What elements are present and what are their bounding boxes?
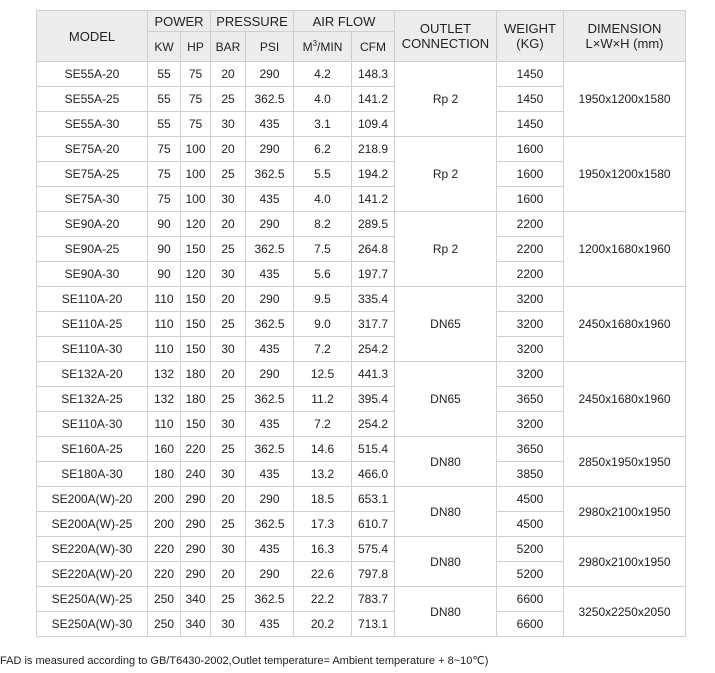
cell-bar: 25 xyxy=(211,437,246,462)
cell-bar: 30 xyxy=(211,262,246,287)
cell-psi: 362.5 xyxy=(246,312,294,337)
cell-psi: 290 xyxy=(246,487,294,512)
cell-bar: 20 xyxy=(211,287,246,312)
cell-bar: 20 xyxy=(211,212,246,237)
cell-outlet: DN80 xyxy=(395,437,497,487)
cell-hp: 75 xyxy=(181,62,211,87)
cell-psi: 290 xyxy=(246,287,294,312)
cell-bar: 25 xyxy=(211,237,246,262)
cell-model: SE90A-20 xyxy=(37,212,148,237)
cell-psi: 362.5 xyxy=(246,237,294,262)
cell-cfm: 335.4 xyxy=(352,287,395,312)
cell-psi: 290 xyxy=(246,212,294,237)
cell-hp: 290 xyxy=(181,512,211,537)
cell-model: SE90A-25 xyxy=(37,237,148,262)
cell-psi: 435 xyxy=(246,412,294,437)
cell-m3: 14.6 xyxy=(294,437,352,462)
cell-hp: 180 xyxy=(181,362,211,387)
header-weight-line2: (KG) xyxy=(516,36,544,51)
cell-psi: 435 xyxy=(246,612,294,637)
cell-cfm: 254.2 xyxy=(352,337,395,362)
cell-psi: 362.5 xyxy=(246,87,294,112)
cell-kw: 90 xyxy=(148,212,181,237)
table-row xyxy=(37,487,686,512)
cell-m3: 5.5 xyxy=(294,162,352,187)
cell-psi: 435 xyxy=(246,537,294,562)
header-cfm: CFM xyxy=(352,32,395,62)
cell-hp: 340 xyxy=(181,612,211,637)
cell-model: SE132A-20 xyxy=(37,362,148,387)
cell-cfm: 148.3 xyxy=(352,62,395,87)
cell-hp: 180 xyxy=(181,387,211,412)
cell-psi: 290 xyxy=(246,362,294,387)
cell-psi: 290 xyxy=(246,62,294,87)
header-bar: BAR xyxy=(211,32,246,62)
cell-bar: 25 xyxy=(211,512,246,537)
cell-kw: 200 xyxy=(148,512,181,537)
cell-psi: 362.5 xyxy=(246,387,294,412)
cell-model: SE110A-30 xyxy=(37,337,148,362)
cell-kw: 132 xyxy=(148,387,181,412)
cell-bar: 25 xyxy=(211,587,246,612)
cell-bar: 20 xyxy=(211,362,246,387)
cell-kw: 160 xyxy=(148,437,181,462)
cell-m3: 9.0 xyxy=(294,312,352,337)
cell-kw: 110 xyxy=(148,312,181,337)
cell-model: SE55A-25 xyxy=(37,87,148,112)
cell-bar: 20 xyxy=(211,562,246,587)
cell-cfm: 254.2 xyxy=(352,412,395,437)
cell-cfm: 194.2 xyxy=(352,162,395,187)
cell-weight: 3200 xyxy=(497,362,564,387)
cell-kw: 75 xyxy=(148,137,181,162)
cell-m3: 7.2 xyxy=(294,412,352,437)
header-power: POWER xyxy=(148,11,211,32)
cell-dimension: 1950x1200x1580 xyxy=(564,137,686,212)
cell-psi: 290 xyxy=(246,562,294,587)
cell-m3: 8.2 xyxy=(294,212,352,237)
cell-weight: 1450 xyxy=(497,87,564,112)
cell-cfm: 713.1 xyxy=(352,612,395,637)
cell-m3: 3.1 xyxy=(294,112,352,137)
cell-m3: 22.6 xyxy=(294,562,352,587)
cell-bar: 20 xyxy=(211,487,246,512)
cell-bar: 20 xyxy=(211,137,246,162)
cell-m3: 5.6 xyxy=(294,262,352,287)
cell-bar: 30 xyxy=(211,612,246,637)
cell-hp: 150 xyxy=(181,287,211,312)
cell-cfm: 317.7 xyxy=(352,312,395,337)
cell-outlet: Rp 2 xyxy=(395,62,497,137)
cell-hp: 150 xyxy=(181,412,211,437)
cell-model: SE75A-20 xyxy=(37,137,148,162)
cell-kw: 200 xyxy=(148,487,181,512)
cell-bar: 25 xyxy=(211,387,246,412)
cell-weight: 5200 xyxy=(497,562,564,587)
cell-weight: 1600 xyxy=(497,187,564,212)
cell-model: SE75A-30 xyxy=(37,187,148,212)
cell-dimension: 1950x1200x1580 xyxy=(564,62,686,137)
cell-model: SE220A(W)-30 xyxy=(37,537,148,562)
cell-weight: 1600 xyxy=(497,137,564,162)
cell-psi: 362.5 xyxy=(246,437,294,462)
table-body xyxy=(37,62,686,637)
cell-weight: 5200 xyxy=(497,537,564,562)
cell-m3: 13.2 xyxy=(294,462,352,487)
header-hp: HP xyxy=(181,32,211,62)
cell-cfm: 466.0 xyxy=(352,462,395,487)
cell-bar: 30 xyxy=(211,412,246,437)
cell-bar: 30 xyxy=(211,337,246,362)
cell-outlet: DN65 xyxy=(395,287,497,362)
table-row xyxy=(37,587,686,612)
cell-psi: 362.5 xyxy=(246,512,294,537)
cell-m3: 17.3 xyxy=(294,512,352,537)
cell-kw: 110 xyxy=(148,287,181,312)
cell-kw: 55 xyxy=(148,87,181,112)
cell-bar: 30 xyxy=(211,537,246,562)
header-m3-rest: /MIN xyxy=(317,39,343,54)
cell-kw: 132 xyxy=(148,362,181,387)
cell-weight: 3650 xyxy=(497,387,564,412)
cell-model: SE110A-20 xyxy=(37,287,148,312)
header-outlet-connection xyxy=(395,11,497,62)
cell-weight: 3200 xyxy=(497,412,564,437)
cell-model: SE90A-30 xyxy=(37,262,148,287)
cell-bar: 30 xyxy=(211,112,246,137)
cell-kw: 220 xyxy=(148,537,181,562)
cell-cfm: 141.2 xyxy=(352,187,395,212)
cell-model: SE220A(W)-20 xyxy=(37,562,148,587)
cell-model: SE75A-25 xyxy=(37,162,148,187)
cell-model: SE250A(W)-30 xyxy=(37,612,148,637)
cell-psi: 435 xyxy=(246,337,294,362)
cell-weight: 2200 xyxy=(497,212,564,237)
cell-hp: 120 xyxy=(181,212,211,237)
spec-table xyxy=(36,10,686,637)
cell-weight: 3200 xyxy=(497,312,564,337)
cell-weight: 1450 xyxy=(497,62,564,87)
cell-weight: 1600 xyxy=(497,162,564,187)
cell-model: SE110A-30 xyxy=(37,412,148,437)
cell-kw: 75 xyxy=(148,162,181,187)
cell-m3: 4.0 xyxy=(294,187,352,212)
cell-outlet: DN80 xyxy=(395,487,497,537)
header-m3-min xyxy=(294,32,352,62)
cell-hp: 150 xyxy=(181,312,211,337)
header-outlet-line1: OUTLET xyxy=(419,21,472,36)
cell-cfm: 218.9 xyxy=(352,137,395,162)
cell-kw: 90 xyxy=(148,237,181,262)
cell-dimension: 2980x2100x1950 xyxy=(564,537,686,587)
cell-cfm: 109.4 xyxy=(352,112,395,137)
cell-weight: 4500 xyxy=(497,487,564,512)
cell-weight: 3850 xyxy=(497,462,564,487)
header-kw: KW xyxy=(148,32,181,62)
cell-hp: 150 xyxy=(181,237,211,262)
cell-model: SE132A-25 xyxy=(37,387,148,412)
table-header xyxy=(37,11,686,62)
header-outlet-line2: CONNECTION xyxy=(401,36,490,51)
cell-cfm: 289.5 xyxy=(352,212,395,237)
cell-hp: 120 xyxy=(181,262,211,287)
cell-bar: 25 xyxy=(211,162,246,187)
cell-weight: 6600 xyxy=(497,612,564,637)
header-weight-line1: WEIGHT xyxy=(504,21,556,36)
cell-dimension: 3250x2250x2050 xyxy=(564,587,686,637)
cell-model: SE55A-30 xyxy=(37,112,148,137)
cell-dimension: 2450x1680x1960 xyxy=(564,287,686,362)
cell-cfm: 653.1 xyxy=(352,487,395,512)
cell-cfm: 264.8 xyxy=(352,237,395,262)
cell-hp: 100 xyxy=(181,187,211,212)
cell-m3: 12.5 xyxy=(294,362,352,387)
cell-dimension: 2450x1680x1960 xyxy=(564,362,686,437)
cell-cfm: 783.7 xyxy=(352,587,395,612)
cell-hp: 75 xyxy=(181,112,211,137)
cell-model: SE200A(W)-20 xyxy=(37,487,148,512)
cell-bar: 30 xyxy=(211,187,246,212)
cell-m3: 18.5 xyxy=(294,487,352,512)
cell-m3: 22.2 xyxy=(294,587,352,612)
header-m3-sup: 3 xyxy=(312,38,318,48)
header-air-flow: AIR FLOW xyxy=(294,11,395,32)
cell-kw: 180 xyxy=(148,462,181,487)
cell-cfm: 395.4 xyxy=(352,387,395,412)
cell-kw: 110 xyxy=(148,337,181,362)
cell-bar: 20 xyxy=(211,62,246,87)
header-weight xyxy=(497,11,564,62)
cell-hp: 220 xyxy=(181,437,211,462)
cell-m3: 7.5 xyxy=(294,237,352,262)
table-row xyxy=(37,437,686,462)
header-dimension-line2: L×W×H (mm) xyxy=(585,36,664,51)
cell-dimension: 1200x1680x1960 xyxy=(564,212,686,287)
cell-cfm: 515.4 xyxy=(352,437,395,462)
cell-model: SE250A(W)-25 xyxy=(37,587,148,612)
cell-m3: 6.2 xyxy=(294,137,352,162)
cell-weight: 4500 xyxy=(497,512,564,537)
cell-psi: 362.5 xyxy=(246,587,294,612)
cell-hp: 75 xyxy=(181,87,211,112)
cell-model: SE55A-20 xyxy=(37,62,148,87)
header-m3-base: M xyxy=(302,39,313,54)
cell-hp: 290 xyxy=(181,562,211,587)
cell-cfm: 575.4 xyxy=(352,537,395,562)
cell-outlet: Rp 2 xyxy=(395,137,497,212)
cell-cfm: 441.3 xyxy=(352,362,395,387)
header-pressure: PRESSURE xyxy=(211,11,294,32)
table-row xyxy=(37,212,686,237)
cell-dimension: 2980x2100x1950 xyxy=(564,487,686,537)
cell-weight: 2200 xyxy=(497,262,564,287)
cell-hp: 340 xyxy=(181,587,211,612)
cell-m3: 9.5 xyxy=(294,287,352,312)
cell-hp: 150 xyxy=(181,337,211,362)
cell-outlet: DN65 xyxy=(395,362,497,437)
table-row xyxy=(37,287,686,312)
cell-hp: 290 xyxy=(181,537,211,562)
cell-kw: 220 xyxy=(148,562,181,587)
header-dimension-line1: DIMENSION xyxy=(587,21,662,36)
cell-hp: 240 xyxy=(181,462,211,487)
footnote: FAD is measured according to GB/T6430-2002,Outlet temperature= Ambient temperature + 8~10℃) xyxy=(0,655,489,667)
cell-bar: 25 xyxy=(211,312,246,337)
table-row xyxy=(37,137,686,162)
cell-kw: 55 xyxy=(148,62,181,87)
cell-hp: 100 xyxy=(181,162,211,187)
cell-psi: 362.5 xyxy=(246,162,294,187)
cell-psi: 435 xyxy=(246,262,294,287)
cell-m3: 11.2 xyxy=(294,387,352,412)
cell-cfm: 797.8 xyxy=(352,562,395,587)
cell-weight: 2200 xyxy=(497,237,564,262)
cell-weight: 3200 xyxy=(497,287,564,312)
cell-bar: 25 xyxy=(211,87,246,112)
cell-bar: 30 xyxy=(211,462,246,487)
cell-model: SE160A-25 xyxy=(37,437,148,462)
cell-m3: 16.3 xyxy=(294,537,352,562)
cell-kw: 250 xyxy=(148,587,181,612)
cell-model: SE110A-25 xyxy=(37,312,148,337)
cell-weight: 3650 xyxy=(497,437,564,462)
cell-kw: 250 xyxy=(148,612,181,637)
cell-m3: 20.2 xyxy=(294,612,352,637)
header-psi: PSI xyxy=(246,32,294,62)
cell-psi: 435 xyxy=(246,462,294,487)
cell-weight: 1450 xyxy=(497,112,564,137)
table-row xyxy=(37,362,686,387)
cell-cfm: 197.7 xyxy=(352,262,395,287)
cell-model: SE200A(W)-25 xyxy=(37,512,148,537)
cell-kw: 90 xyxy=(148,262,181,287)
cell-weight: 6600 xyxy=(497,587,564,612)
cell-kw: 75 xyxy=(148,187,181,212)
cell-model: SE180A-30 xyxy=(37,462,148,487)
table-row xyxy=(37,62,686,87)
cell-hp: 290 xyxy=(181,487,211,512)
cell-weight: 3200 xyxy=(497,337,564,362)
cell-psi: 290 xyxy=(246,137,294,162)
cell-outlet: Rp 2 xyxy=(395,212,497,287)
cell-psi: 435 xyxy=(246,112,294,137)
cell-outlet: DN80 xyxy=(395,537,497,587)
cell-cfm: 610.7 xyxy=(352,512,395,537)
cell-hp: 100 xyxy=(181,137,211,162)
cell-dimension: 2850x1950x1950 xyxy=(564,437,686,487)
cell-outlet: DN80 xyxy=(395,587,497,637)
header-model: MODEL xyxy=(37,11,148,62)
cell-m3: 4.2 xyxy=(294,62,352,87)
cell-m3: 4.0 xyxy=(294,87,352,112)
header-dimension xyxy=(564,11,686,62)
cell-m3: 7.2 xyxy=(294,337,352,362)
cell-kw: 110 xyxy=(148,412,181,437)
cell-psi: 435 xyxy=(246,187,294,212)
table-row xyxy=(37,537,686,562)
cell-kw: 55 xyxy=(148,112,181,137)
cell-cfm: 141.2 xyxy=(352,87,395,112)
